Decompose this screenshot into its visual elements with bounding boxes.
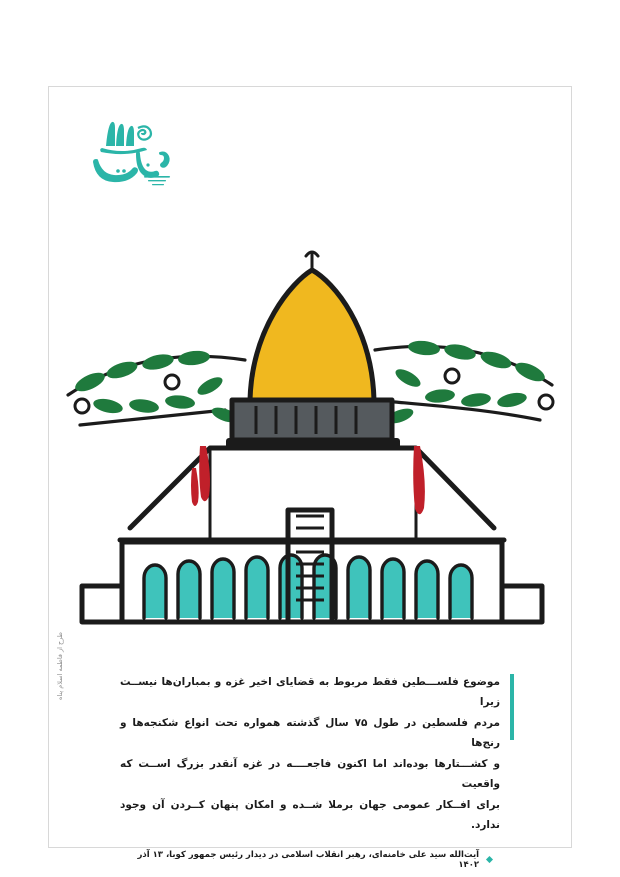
olive-branch-left bbox=[68, 349, 245, 425]
olive-branch-right bbox=[375, 339, 553, 426]
quote-line-4: برای افــکار عمومی جهان برملا شــده و امکان پنهان کــردن آن وجود ندارد. bbox=[120, 798, 500, 832]
dome-illustration bbox=[60, 210, 560, 630]
quote-line-2: مردم فلسطین در طول ۷۵ سال گذشته همواره تحت انواع شکنجه‌ها و رنج‌ها bbox=[120, 716, 500, 750]
dome-drum bbox=[226, 400, 400, 450]
facade bbox=[82, 510, 542, 622]
diamond-icon bbox=[486, 856, 493, 863]
golden-dome bbox=[250, 252, 374, 400]
quote-block bbox=[120, 672, 500, 870]
quote-line-3: و کشـــتارها بوده‌اند اما اکنون فاجعــــه در غزه آنقدر بزرگ اســت که واقعیت bbox=[120, 757, 500, 791]
quote-line-1: موضوع فلســـطین فقط مربوط به قضایای اخیر غزه و بمباران‌ها نیســت زیرا bbox=[120, 676, 500, 709]
side-credit: طرح از فاطمه اسلام پناه bbox=[56, 632, 64, 700]
blood-drips bbox=[191, 446, 425, 514]
bismillah-logo bbox=[82, 112, 192, 192]
attribution-text: آیت‌الله سید علی خامنه‌ای، رهبر انقلاب اسلامی در دیدار رئیس جمهور کوبا، ۱۳ آذر ۱۴۰۲ bbox=[137, 849, 480, 870]
roof-platform bbox=[120, 448, 504, 540]
attribution-row bbox=[120, 850, 500, 870]
quote-accent-bar bbox=[510, 674, 514, 740]
